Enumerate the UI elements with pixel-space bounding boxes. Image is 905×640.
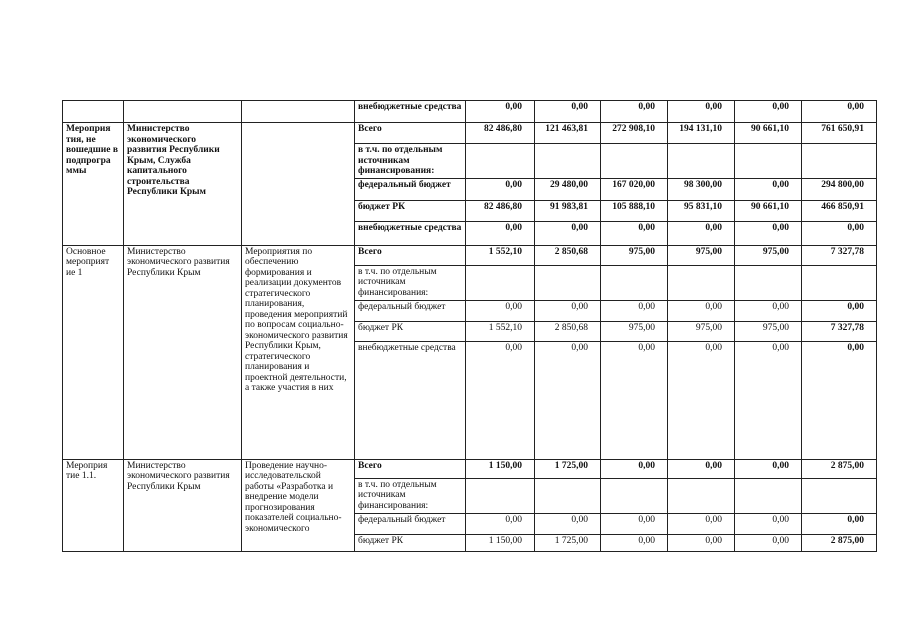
funding-source-cell: в т.ч. по отдельным источникам финансирования: <box>355 265 466 300</box>
funding-source-cell: Всего <box>355 123 466 144</box>
total-amount-cell: 0,00 <box>802 101 877 123</box>
funding-source-cell: внебюджетные средства <box>355 101 466 123</box>
year-amount-cell: 0,00 <box>668 221 735 245</box>
year-amount-cell: 194 131,10 <box>668 123 735 144</box>
total-amount-cell: 2 875,00 <box>802 459 877 478</box>
activity-description-cell <box>242 123 355 246</box>
year-amount-cell: 2 850,68 <box>535 321 601 341</box>
year-amount-cell <box>535 265 601 300</box>
year-amount-cell: 975,00 <box>735 321 802 341</box>
funding-source-cell: бюджет РК <box>355 534 466 551</box>
funding-source-cell: Всего <box>355 245 466 265</box>
total-amount-cell <box>802 144 877 179</box>
year-amount-cell: 91 983,81 <box>535 200 601 221</box>
activity-description-cell: Проведение научно-исследовательской работы «Разработка и внедрение модели прогнозирования показателей социально-экономического <box>242 459 355 551</box>
year-amount-cell <box>668 265 735 300</box>
funding-source-cell: бюджет РК <box>355 321 466 341</box>
activity-description-cell: Мероприятия по обеспечению формирования и реализации документов стратегического планирования, проведения мероприятий по вопросам социально-экономического развития Республики Крым, стратегического планирования и проектной деятельности, а также участия в них <box>242 245 355 459</box>
year-amount-cell: 82 486,80 <box>466 200 535 221</box>
table-row <box>63 245 877 265</box>
year-amount-cell: 90 661,10 <box>735 123 802 144</box>
year-amount-cell: 121 463,81 <box>535 123 601 144</box>
year-amount-cell: 272 908,10 <box>601 123 668 144</box>
year-amount-cell: 0,00 <box>668 101 735 123</box>
year-amount-cell: 0,00 <box>466 300 535 321</box>
year-amount-cell: 0,00 <box>601 300 668 321</box>
year-amount-cell: 1 150,00 <box>466 459 535 478</box>
funding-source-cell: федеральный бюджет <box>355 178 466 200</box>
activity-name-cell: Мероприя тие 1.1. <box>63 459 124 551</box>
year-amount-cell: 0,00 <box>535 513 601 534</box>
total-amount-cell: 0,00 <box>802 513 877 534</box>
responsible-executor-cell: Министерство экономического развития Республики Крым, Служба капитального строительства Республики Крым <box>124 123 242 246</box>
year-amount-cell: 0,00 <box>668 300 735 321</box>
year-amount-cell <box>466 265 535 300</box>
year-amount-cell <box>668 478 735 513</box>
year-amount-cell <box>735 478 802 513</box>
table-body <box>63 101 877 552</box>
total-amount-cell: 0,00 <box>802 341 877 459</box>
total-amount-cell <box>802 265 877 300</box>
year-amount-cell: 0,00 <box>535 300 601 321</box>
funding-source-cell: федеральный бюджет <box>355 513 466 534</box>
year-amount-cell: 90 661,10 <box>735 200 802 221</box>
year-amount-cell: 975,00 <box>601 245 668 265</box>
year-amount-cell: 0,00 <box>668 341 735 459</box>
year-amount-cell <box>466 144 535 179</box>
total-amount-cell: 761 650,91 <box>802 123 877 144</box>
year-amount-cell <box>601 265 668 300</box>
year-amount-cell: 0,00 <box>601 459 668 478</box>
year-amount-cell: 0,00 <box>668 459 735 478</box>
year-amount-cell: 82 486,80 <box>466 123 535 144</box>
year-amount-cell: 0,00 <box>601 513 668 534</box>
funding-source-cell: внебюджетные средства <box>355 341 466 459</box>
year-amount-cell: 2 850,68 <box>535 245 601 265</box>
year-amount-cell: 0,00 <box>601 534 668 551</box>
funding-source-cell: Всего <box>355 459 466 478</box>
total-amount-cell: 294 800,00 <box>802 178 877 200</box>
funding-source-cell: бюджет РК <box>355 200 466 221</box>
total-amount-cell: 0,00 <box>802 221 877 245</box>
responsible-executor-cell: Министерство экономического развития Республики Крым <box>124 245 242 459</box>
year-amount-cell: 167 020,00 <box>601 178 668 200</box>
year-amount-cell: 0,00 <box>466 101 535 123</box>
total-amount-cell: 7 327,78 <box>802 245 877 265</box>
year-amount-cell: 1 150,00 <box>466 534 535 551</box>
year-amount-cell <box>601 478 668 513</box>
year-amount-cell: 0,00 <box>735 221 802 245</box>
year-amount-cell <box>668 144 735 179</box>
year-amount-cell: 0,00 <box>735 300 802 321</box>
year-amount-cell: 0,00 <box>466 221 535 245</box>
financing-table <box>62 100 877 552</box>
year-amount-cell: 0,00 <box>668 534 735 551</box>
total-amount-cell: 7 327,78 <box>802 321 877 341</box>
year-amount-cell: 0,00 <box>535 341 601 459</box>
year-amount-cell: 0,00 <box>466 178 535 200</box>
total-amount-cell: 0,00 <box>802 300 877 321</box>
responsible-executor-cell <box>124 101 242 123</box>
total-amount-cell: 466 850,91 <box>802 200 877 221</box>
year-amount-cell: 0,00 <box>668 513 735 534</box>
budget-table-page <box>62 100 876 552</box>
year-amount-cell: 95 831,10 <box>668 200 735 221</box>
activity-description-cell <box>242 101 355 123</box>
table-row <box>63 123 877 144</box>
year-amount-cell: 0,00 <box>601 221 668 245</box>
funding-source-cell: в т.ч. по отдельным источникам финансирования: <box>355 478 466 513</box>
year-amount-cell <box>535 478 601 513</box>
year-amount-cell <box>466 478 535 513</box>
table-row <box>63 101 877 123</box>
funding-source-cell: в т.ч. по отдельным источникам финансирования: <box>355 144 466 179</box>
year-amount-cell: 975,00 <box>668 245 735 265</box>
table-row <box>63 459 877 478</box>
year-amount-cell: 975,00 <box>601 321 668 341</box>
year-amount-cell: 0,00 <box>735 341 802 459</box>
year-amount-cell: 0,00 <box>735 101 802 123</box>
responsible-executor-cell: Министерство экономического развития Республики Крым <box>124 459 242 551</box>
year-amount-cell: 0,00 <box>601 101 668 123</box>
activity-name-cell <box>63 101 124 123</box>
year-amount-cell: 1 552,10 <box>466 321 535 341</box>
year-amount-cell: 98 300,00 <box>668 178 735 200</box>
year-amount-cell <box>535 144 601 179</box>
year-amount-cell: 29 480,00 <box>535 178 601 200</box>
year-amount-cell: 1 725,00 <box>535 459 601 478</box>
year-amount-cell: 1 725,00 <box>535 534 601 551</box>
year-amount-cell <box>735 144 802 179</box>
year-amount-cell: 0,00 <box>466 341 535 459</box>
year-amount-cell <box>601 144 668 179</box>
year-amount-cell: 0,00 <box>735 534 802 551</box>
year-amount-cell: 0,00 <box>735 513 802 534</box>
activity-name-cell: Основное мероприят ие 1 <box>63 245 124 459</box>
year-amount-cell: 0,00 <box>535 101 601 123</box>
year-amount-cell: 975,00 <box>735 245 802 265</box>
year-amount-cell: 975,00 <box>668 321 735 341</box>
year-amount-cell: 0,00 <box>466 513 535 534</box>
year-amount-cell <box>735 265 802 300</box>
funding-source-cell: федеральный бюджет <box>355 300 466 321</box>
funding-source-cell: внебюджетные средства <box>355 221 466 245</box>
activity-name-cell: Мероприя тия, не вошедшие в подпрогра ммы <box>63 123 124 246</box>
year-amount-cell: 0,00 <box>601 341 668 459</box>
total-amount-cell: 2 875,00 <box>802 534 877 551</box>
year-amount-cell: 0,00 <box>735 459 802 478</box>
total-amount-cell <box>802 478 877 513</box>
year-amount-cell: 0,00 <box>735 178 802 200</box>
year-amount-cell: 1 552,10 <box>466 245 535 265</box>
year-amount-cell: 0,00 <box>535 221 601 245</box>
year-amount-cell: 105 888,10 <box>601 200 668 221</box>
